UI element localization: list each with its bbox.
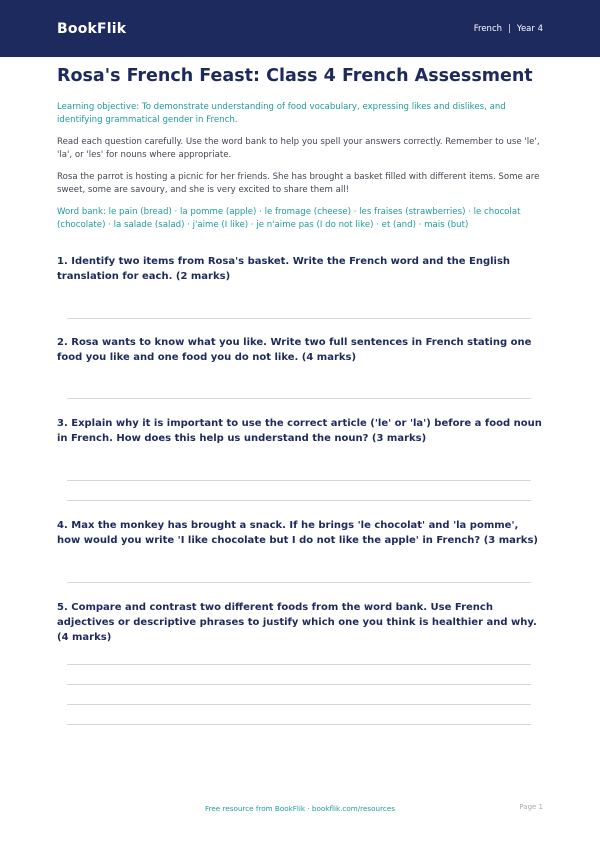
header-separator: | (508, 23, 511, 34)
page-number: Page 1 (519, 803, 543, 811)
word-bank: Word bank: le pain (bread) · la pomme (apple) · le fromage (cheese) · les fraises (strawberries) · le chocolat (chocolate) · la salade (salad) · j'aime (I like) · je n'aime pas (I do not like) · et (and) · mais (but) (57, 207, 521, 230)
scenario-text: Rosa the parrot is hosting a picnic for her friends. She has brought a basket filled with different items. Some are sweet, some are savoury, and she is very excited to share them all! (57, 172, 540, 195)
answer-line[interactable] (67, 318, 531, 319)
answer-line[interactable] (67, 500, 531, 501)
page-header (0, 0, 600, 57)
subject-label: French (473, 23, 503, 34)
answer-line[interactable] (67, 664, 531, 665)
question-4: 4. Max the monkey has brought a snack. If he brings 'le chocolat' and 'la pomme', how would you write 'I like chocolate but I do not like the apple' in French? (3 marks) (57, 520, 538, 546)
question-1: 1. Identify two items from Rosa's basket. Write the French word and the English translation for each. (2 marks) (57, 256, 511, 282)
header-meta (474, 24, 543, 34)
year-label: Year 4 (516, 23, 543, 34)
page-title: Rosa's French Feast: Class 4 French Assessment (57, 66, 533, 86)
answer-line[interactable] (67, 480, 531, 481)
question-5: 5. Compare and contrast two different foods from the word bank. Use French adjectives or descriptive phrases to justify which one you think is healthier and why. (4 marks) (57, 602, 537, 643)
footer-credit: Free resource from BookFlik · bookflik.com/resources (204, 803, 396, 813)
answer-line[interactable] (67, 398, 531, 399)
intro-section (57, 66, 543, 231)
question-2: 2. Rosa wants to know what you like. Write two full sentences in French stating one food you like and one food you do not like. (4 marks) (57, 337, 532, 363)
answer-line[interactable] (67, 582, 531, 583)
answer-line[interactable] (67, 684, 531, 685)
answer-line[interactable] (67, 704, 531, 705)
page-footer (57, 801, 543, 815)
brand-logo: BookFlik (57, 20, 127, 37)
question-3: 3. Explain why it is important to use the correct article ('le' or 'la') before a food noun in French. How does this help us understand the noun? (3 marks) (57, 418, 542, 444)
answer-line[interactable] (67, 724, 531, 725)
learning-objective: Learning objective: To demonstrate understanding of food vocabulary, expressing likes and dislikes, and identifying grammatical gender in French. (57, 102, 506, 125)
instructions-text: Read each question carefully. Use the word bank to help you spell your answers correctly. Remember to use 'le', 'la', or 'les' for nouns where appropriate. (57, 137, 540, 160)
